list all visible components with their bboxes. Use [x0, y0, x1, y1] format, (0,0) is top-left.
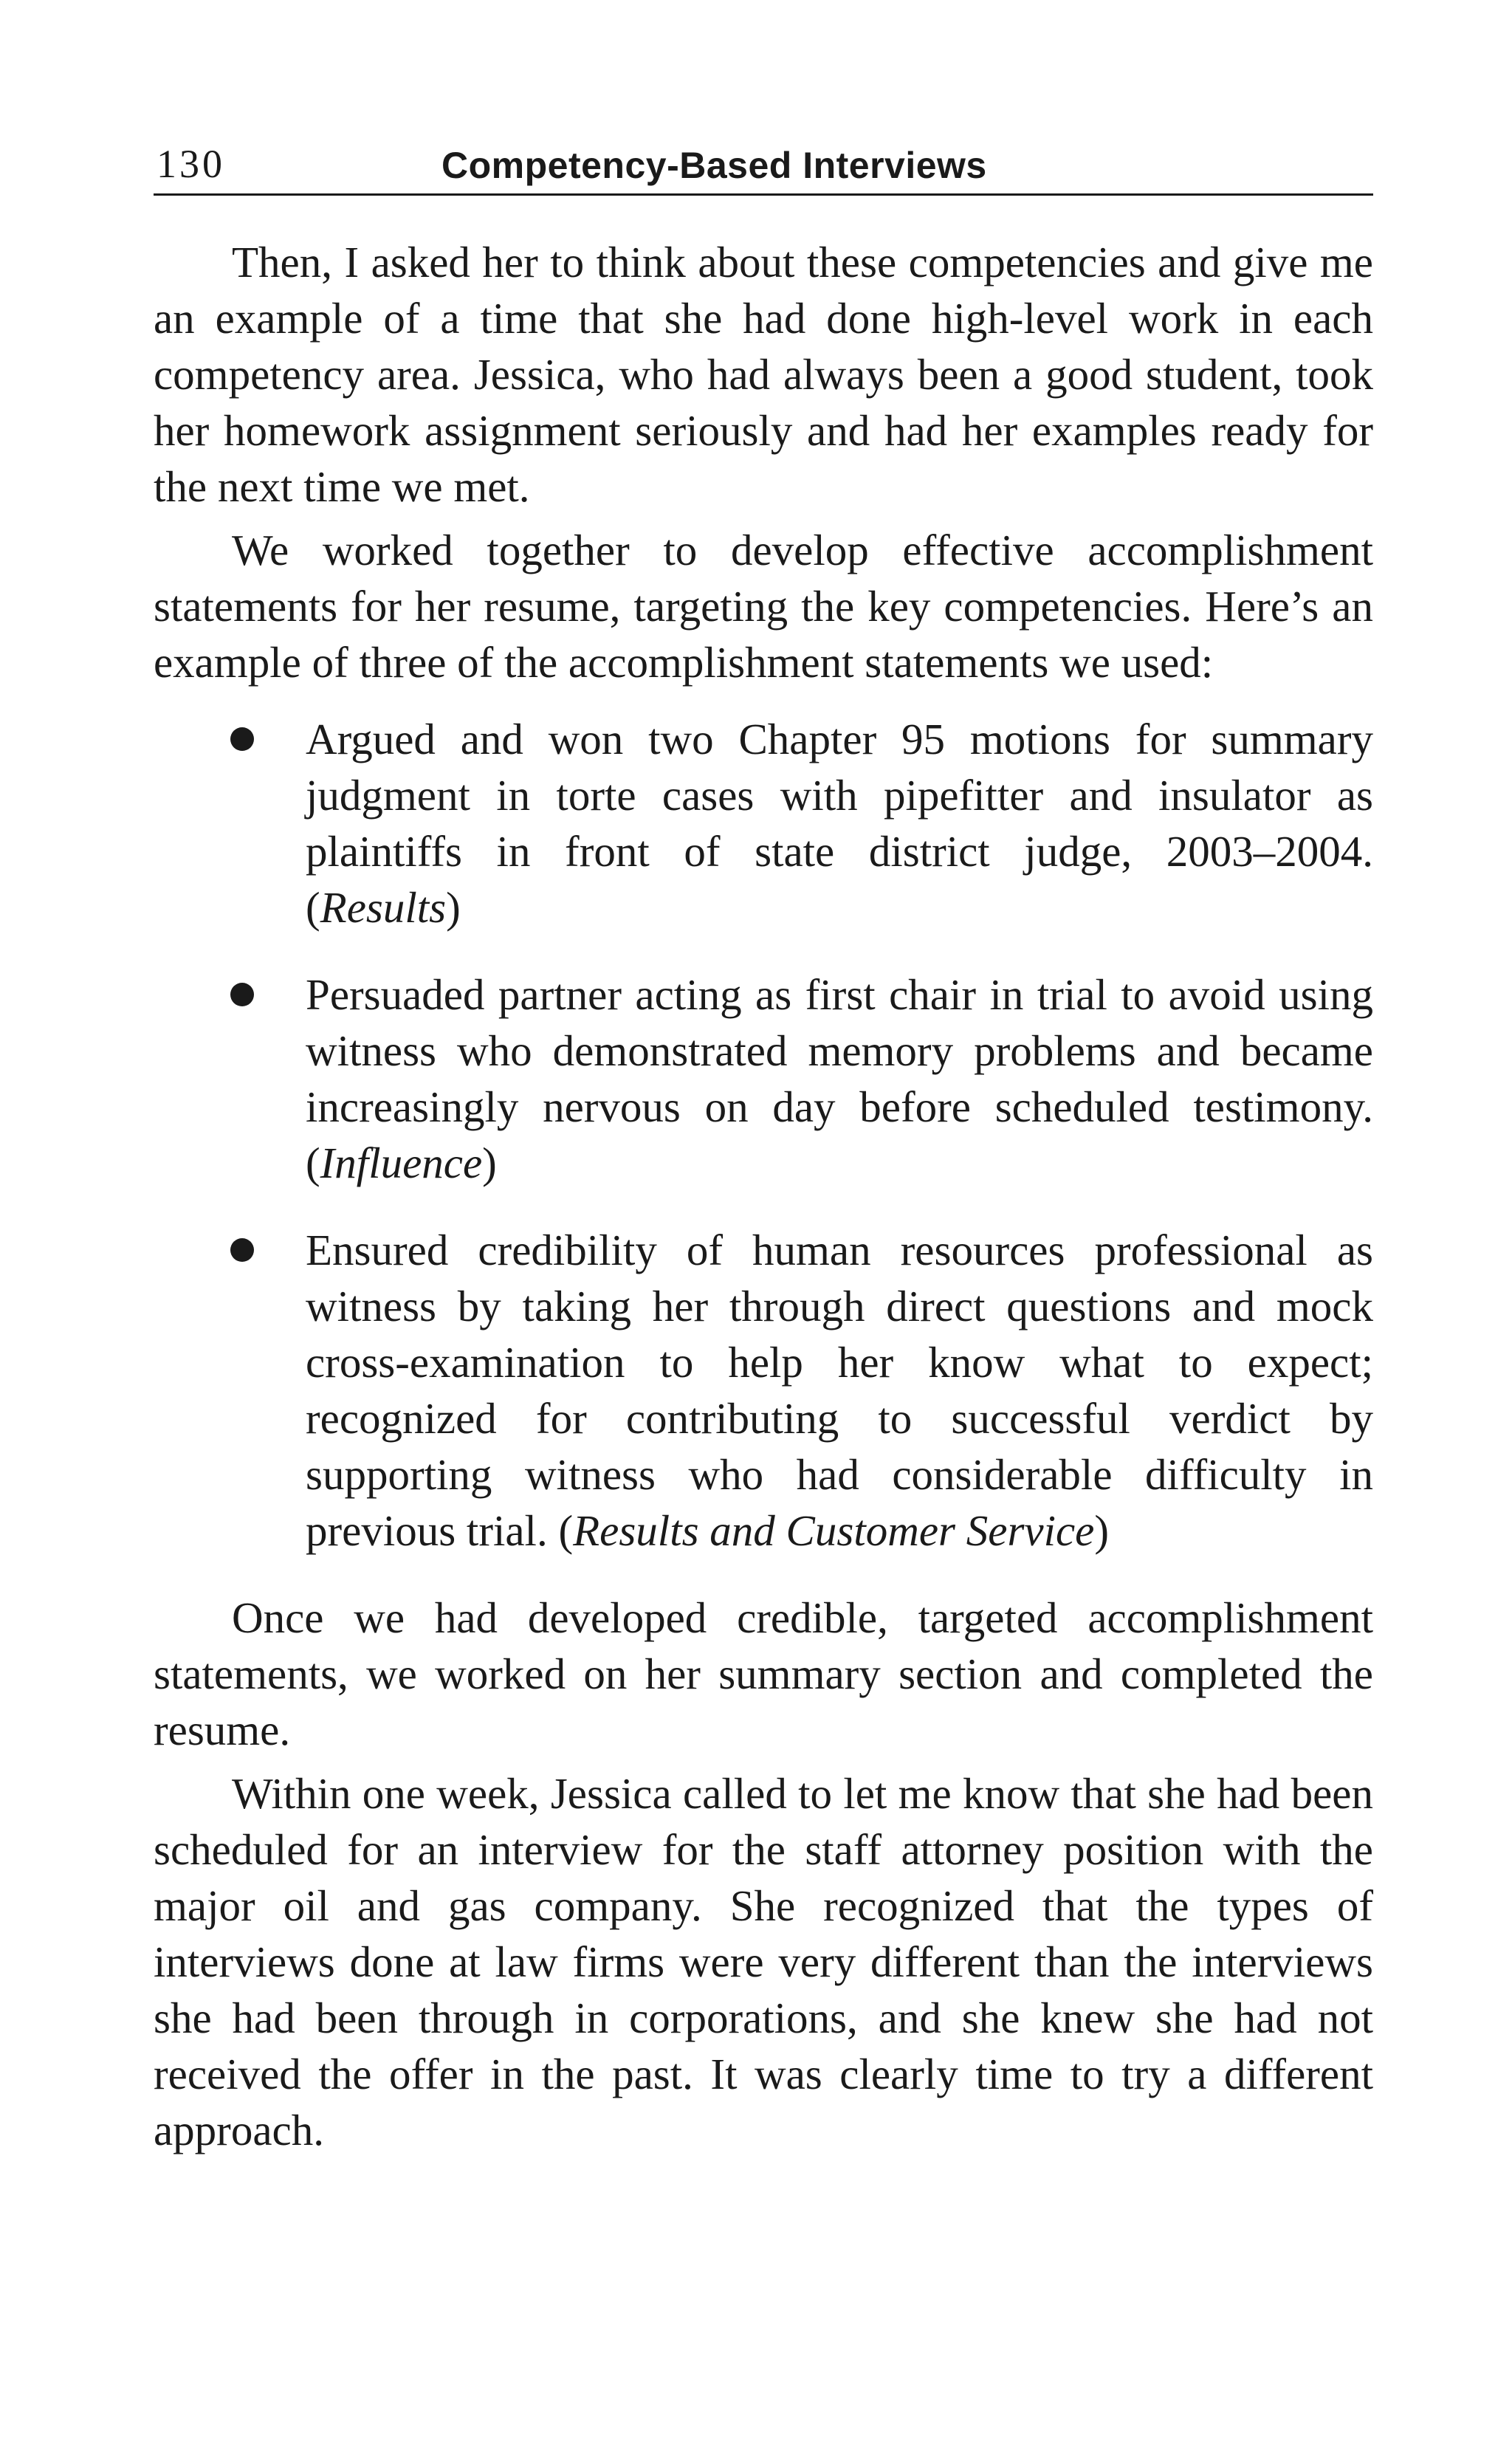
competency-tag: Influence: [320, 1139, 483, 1187]
bullet-text: Argued and won two Chapter 95 motions for summary judgment in torte cases with pipefitter and insulator as plaintiffs in front of state district judge, 2003–2004. (: [306, 715, 1373, 932]
paragraph: Once we had developed credible, targeted accomplishment statements, we worked on her summary section and completed the resume.: [154, 1593, 1373, 1754]
list-item: [154, 966, 1373, 1191]
competency-tag: Results: [320, 883, 447, 932]
closing-paren: ): [1094, 1506, 1110, 1555]
bullet-icon: [230, 727, 254, 751]
closing-paren: ): [446, 883, 461, 932]
body-text: [154, 234, 1373, 2158]
accomplishment-list: [154, 711, 1373, 1559]
bullet-icon: [230, 983, 254, 1006]
page-number: 130: [157, 142, 225, 186]
bullet-text: Ensured credibility of human resources professional as witness by taking her through direct questions and mock cross-examination to help her know what to expect; recognized for contributing to successful verdict by supporting witness who had considerable difficulty in previous trial. (: [306, 1226, 1373, 1555]
paragraph: Then, I asked her to think about these competencies and give me an example of a time that she had done high-level work in each competency area. Jessica, who had always been a good student, took her homework assignment seriously and had her examples ready for the next time we met.: [154, 238, 1373, 511]
bullet-text: Persuaded partner acting as first chair in trial to avoid using witness who demonstrated memory problems and became increasingly nervous on day before scheduled testimony. (: [306, 970, 1373, 1187]
running-header: [154, 140, 1373, 196]
closing-paren: ): [482, 1139, 497, 1187]
competency-tag: Results and Customer Service: [573, 1506, 1095, 1555]
paragraph: Within one week, Jessica called to let me know that she had been scheduled for an interview for the staff attorney position with the major oil and gas company. She recognized that the types of interviews done at law firms were very different than the interviews she had been through in corporations, and she knew she had not received the offer in the past. It was clearly time to try a different approach.: [154, 1769, 1373, 2154]
paragraph: We worked together to develop effective accomplishment statements for her resume, targeting the key competencies. Here’s an example of three of the accomplishment statements we used:: [154, 526, 1373, 687]
bullet-icon: [230, 1238, 254, 1262]
list-item: [154, 1222, 1373, 1559]
list-item: [154, 711, 1373, 935]
book-page: [154, 140, 1373, 2158]
running-title: Competency-Based Interviews: [441, 145, 987, 186]
